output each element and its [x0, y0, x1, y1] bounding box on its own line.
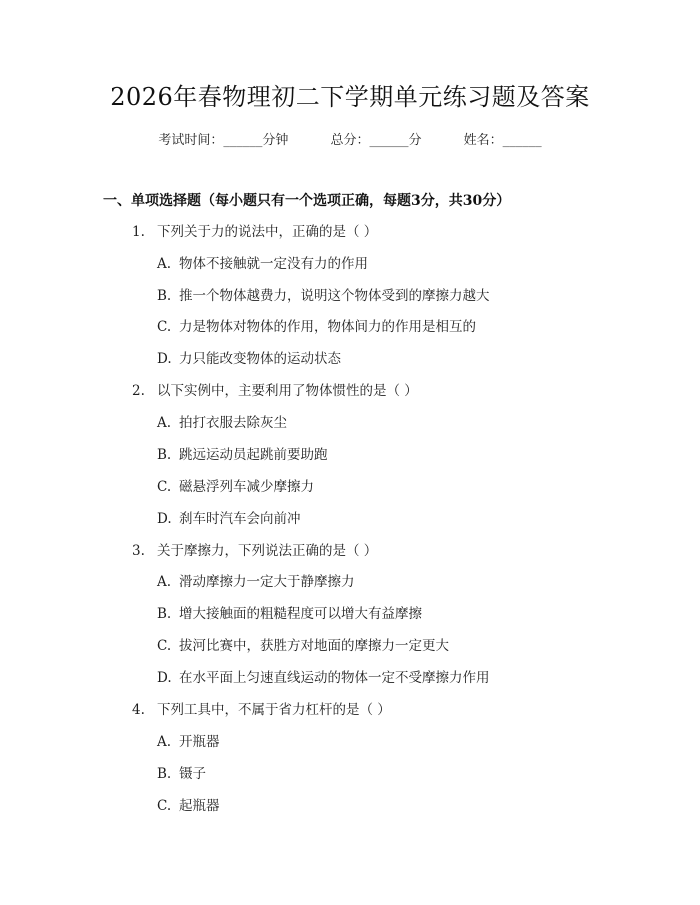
- option-2c: [157, 476, 314, 498]
- option-2b: [157, 444, 328, 466]
- option-text: 增大接触面的粗糙程度可以增大有益摩擦: [179, 606, 422, 622]
- option-text: 刹车时汽车会向前冲: [179, 511, 301, 527]
- question-text: 以下实例中，主要利用了物体惯性的是（ ）: [157, 383, 418, 399]
- question-1: [132, 221, 377, 243]
- option-1a: [157, 253, 368, 275]
- question-text: 下列工具中，不属于省力杠杆的是（ ）: [157, 702, 391, 718]
- exam-meta: [0, 130, 700, 152]
- option-3a: [157, 571, 355, 593]
- option-text: 力只能改变物体的运动状态: [179, 351, 341, 367]
- option-4c: [157, 795, 220, 817]
- section-title: 一、单项选择题（每小题只有一个选项正确，每题3分，共30分）: [103, 193, 511, 209]
- option-text: 跳远运动员起跳前要助跑: [179, 447, 328, 463]
- option-text: 滑动摩擦力一定大于静摩擦力: [179, 574, 355, 590]
- option-letter: B.: [157, 606, 172, 622]
- question-number: 4.: [132, 702, 145, 718]
- option-3c: [157, 635, 449, 657]
- option-text: 镊子: [179, 766, 206, 782]
- page-title: 2026年春物理初二下学期单元练习题及答案: [110, 83, 590, 111]
- option-text: 磁悬浮列车减少摩擦力: [179, 479, 314, 495]
- option-3d: [157, 667, 490, 689]
- option-text: 在水平面上匀速直线运动的物体一定不受摩擦力作用: [179, 670, 490, 686]
- option-letter: C.: [157, 638, 172, 654]
- option-letter: D.: [157, 511, 172, 527]
- option-text: 推一个物体越费力，说明这个物体受到的摩擦力越大: [179, 288, 490, 304]
- option-text: 力是物体对物体的作用，物体间力的作用是相互的: [179, 319, 476, 335]
- option-2a: [157, 412, 287, 434]
- option-letter: B.: [157, 766, 172, 782]
- option-1c: [157, 316, 476, 338]
- option-letter: A.: [157, 415, 172, 431]
- option-letter: B.: [157, 447, 172, 463]
- question-text: 下列关于力的说法中，正确的是（ ）: [157, 224, 378, 240]
- exam-time-field: 考试时间：______分钟: [158, 133, 289, 148]
- option-letter: B.: [157, 288, 172, 304]
- option-text: 起瓶器: [179, 798, 220, 814]
- option-letter: A.: [157, 574, 172, 590]
- question-number: 1.: [132, 224, 145, 240]
- option-letter: C.: [157, 319, 172, 335]
- option-2d: [157, 508, 301, 530]
- option-1d: [157, 348, 341, 370]
- option-letter: D.: [157, 670, 172, 686]
- question-text: 关于摩擦力，下列说法正确的是（ ）: [157, 543, 378, 559]
- question-4: [132, 699, 391, 721]
- option-text: 拍打衣服去除灰尘: [179, 415, 287, 431]
- question-3: [132, 540, 377, 562]
- question-number: 2.: [132, 383, 145, 399]
- option-text: 物体不接触就一定没有力的作用: [179, 256, 368, 272]
- option-text: 开瓶器: [179, 734, 220, 750]
- option-letter: D.: [157, 351, 172, 367]
- option-1b: [157, 285, 490, 307]
- option-letter: A.: [157, 256, 172, 272]
- student-name-field: 姓名：______: [463, 133, 542, 148]
- option-letter: A.: [157, 734, 172, 750]
- option-text: 拔河比赛中，获胜方对地面的摩擦力一定更大: [179, 638, 449, 654]
- question-number: 3.: [132, 543, 145, 559]
- question-2: [132, 380, 418, 402]
- total-score-field: 总分：______分: [330, 133, 422, 148]
- option-4b: [157, 763, 206, 785]
- option-letter: C.: [157, 798, 172, 814]
- option-3b: [157, 603, 422, 625]
- option-4a: [157, 731, 220, 753]
- option-letter: C.: [157, 479, 172, 495]
